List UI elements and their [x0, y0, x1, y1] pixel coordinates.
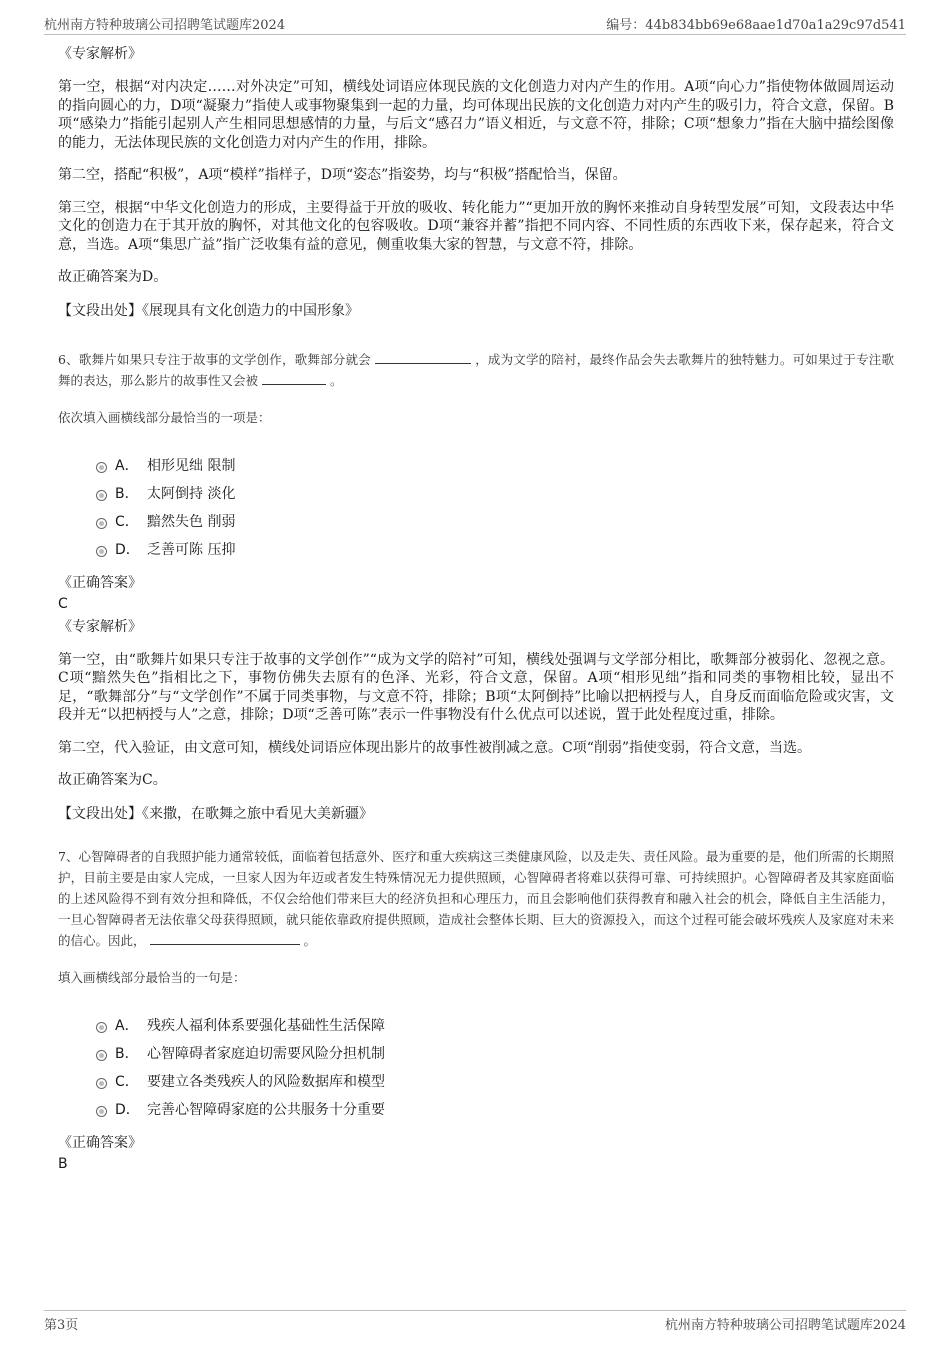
q7-stem-part2: 。 [303, 932, 316, 948]
q7-blank [150, 930, 300, 945]
page-content [58, 44, 894, 1177]
q7-options [96, 1011, 894, 1123]
option-letter: D． [115, 1101, 140, 1118]
q6-stem-part3: 。 [329, 372, 343, 388]
option-letter: B． [115, 1045, 139, 1062]
option-text: 完善心智障碍家庭的公共服务十分重要 [147, 1101, 385, 1118]
option-text: 太阿倒持 淡化 [147, 485, 236, 502]
q6-analysis-paragraph: 第一空，由“歌舞片如果只专注于故事的文学创作”“成为文学的陪衬”可知，横线处强调与文学部分相比，歌舞部分被弱化、忽视之意。C项“黯然失色”指相比之下，事物仿佛失去原有的色泽、光彩，符合文意，保留。A项“相形见绌”指和同类的事物相比较，显出不足，“歌舞部分”与“文学创作”不属于同类事物，与文意不符，排除；B项“太阿倒持”比喻以把柄授与人，自身反而面临危险或灾害，文段并无“以把柄授与人”之意，排除；D项“乏善可陈”表示一件事物没有什么优点可以述说，置于此处程度过重，排除。 [58, 651, 894, 723]
q5-analysis-paragraph: 第二空，搭配“积极”，A项“模样”指样子，D项“姿态”指姿势，均与“积极”搭配恰当，保留。 [58, 167, 627, 183]
q7-option-c[interactable] [96, 1067, 894, 1095]
radio-button-icon[interactable] [96, 1022, 107, 1033]
option-text: 相形见绌 限制 [147, 457, 236, 474]
radio-button-icon[interactable] [96, 1078, 107, 1089]
page-footer [44, 1310, 906, 1335]
option-letter: D． [115, 541, 140, 558]
q7-option-a[interactable] [96, 1011, 894, 1039]
q7-stem-part1: 7、心智障碍者的自我照护能力通常较低，面临着包括意外、医疗和重大疾病这三类健康风险，以及走失、责任风险。最为重要的是，他们所需的长期照护，目前主要是由家人完成，一旦家人因为年迈或者发生特殊情况无力提供照顾，心智障碍者将难以获得可靠、可持续照护。心智障碍者及其家庭面临的上述风险得不到有效分担和降低，不仅会给他们带来巨大的经济负担和心理压力，而且会影响他们获得教育和融入社会的机会，降低自主生活能力，一旦心智障碍者无法依靠父母获得照顾，就只能依靠政府提供照顾，造成社会整体长期、巨大的资源投入，而这个过程可能会破坏残疾人及家庭对未来的信心。因此， [58, 848, 894, 948]
option-text: 乏善可陈 压抑 [147, 541, 236, 558]
radio-button-icon[interactable] [96, 1050, 107, 1061]
header-title: 杭州南方特种玻璃公司招聘笔试题库2024 [44, 18, 286, 33]
q6-stem-part2: ，成为文学的陪衬，最终作品会失去歌舞片的独特魅力。可如果过于专注歌舞的表达，那么影片的故事性又会被 [58, 351, 894, 388]
option-letter: C． [115, 513, 139, 530]
page-header [44, 12, 906, 35]
q7-answer-label: 《正确答案》 [58, 1134, 142, 1151]
page-number: 第3页 [44, 1318, 79, 1333]
radio-button-icon[interactable] [96, 518, 107, 529]
radio-button-icon[interactable] [96, 1106, 107, 1117]
radio-button-icon[interactable] [96, 546, 107, 557]
q6-blank-1 [375, 349, 471, 364]
q7-option-b[interactable] [96, 1039, 894, 1067]
q7-stem [58, 846, 894, 951]
q6-source: 【文段出处】《来撒，在歌舞之旅中看见大美新疆》 [58, 805, 373, 822]
q5-analysis-paragraph: 第三空，根据“中华文化创造力的形成，主要得益于开放的吸收、转化能力”“更加开放的胸怀来推动自身转型发展”可知，文段表达中华文化的创造力在于其开放的胸怀，对其他文化的包容吸收。D项“兼容并蓄”指把不同内容、不同性质的东西收下来，保存起来，符合文意，当选。A项“集思广益”指广泛收集有益的意见，侧重收集大家的智慧，与文意不符，排除。 [58, 199, 894, 253]
footer-title: 杭州南方特种玻璃公司招聘笔试题库2024 [664, 1318, 906, 1333]
q6-option-a[interactable] [96, 451, 894, 479]
q6-options [96, 451, 894, 563]
q5-analysis-paragraph: 第一空，根据“对内决定……对外决定”可知，横线处词语应体现民族的文化创造力对内产生的作用。A项“向心力”指使物体做圆周运动的指向圆心的力，D项“凝聚力”指使人或事物聚集到一起的力量，均可体现出民族的文化创造力对内产生的吸引力，符合文意，保留。B项“感染力”指能引起别人产生相同思想感情的力量，与后文“感召力”语义相近，与文意不符，排除；C项“想象力”指在大脑中描绘图像的能力，无法体现民族的文化创造力对内产生的作用，排除。 [58, 79, 894, 151]
option-text: 残疾人福利体系要强化基础性生活保障 [147, 1017, 385, 1034]
q6-stem [58, 349, 894, 391]
header-serial-number: 编号：44b834bb69e68aae1d70a1a29c97d541 [606, 18, 906, 33]
q7-option-d[interactable] [96, 1095, 894, 1123]
option-letter: C． [115, 1073, 139, 1090]
option-letter: A． [115, 457, 139, 474]
q5-expert-label: 《专家解析》 [58, 46, 142, 62]
radio-button-icon[interactable] [96, 490, 107, 501]
q6-analysis-paragraph: 故正确答案为C。 [58, 772, 167, 788]
option-letter: A． [115, 1017, 139, 1034]
q5-analysis-paragraph: 故正确答案为D。 [58, 269, 168, 285]
q6-stem-part1: 6、歌舞片如果只专注于故事的文学创作，歌舞部分就会 [58, 351, 371, 367]
q6-answer: C [58, 595, 68, 612]
q6-blank-2 [262, 370, 326, 385]
option-text: 心智障碍者家庭迫切需要风险分担机制 [147, 1045, 385, 1062]
q6-analysis-paragraph: 第二空，代入验证，由文意可知，横线处词语应体现出影片的故事性被削减之意。C项“削弱”指使变弱，符合文意，当选。 [58, 739, 812, 756]
radio-button-icon[interactable] [96, 462, 107, 473]
option-text: 要建立各类残疾人的风险数据库和模型 [147, 1073, 385, 1090]
q7-answer: B [58, 1155, 68, 1172]
q5-source: 【文段出处】《展现具有文化创造力的中国形象》 [58, 302, 359, 319]
option-text: 黯然失色 削弱 [147, 513, 236, 530]
q6-instruction: 依次填入画横线部分最恰当的一项是： [58, 409, 271, 425]
q6-option-d[interactable] [96, 535, 894, 563]
q6-option-b[interactable] [96, 479, 894, 507]
q6-expert-label: 《专家解析》 [58, 618, 142, 635]
q7-instruction: 填入画横线部分最恰当的一句是： [58, 969, 246, 985]
option-letter: B． [115, 485, 139, 502]
q6-answer-label: 《正确答案》 [58, 574, 142, 591]
q6-option-c[interactable] [96, 507, 894, 535]
